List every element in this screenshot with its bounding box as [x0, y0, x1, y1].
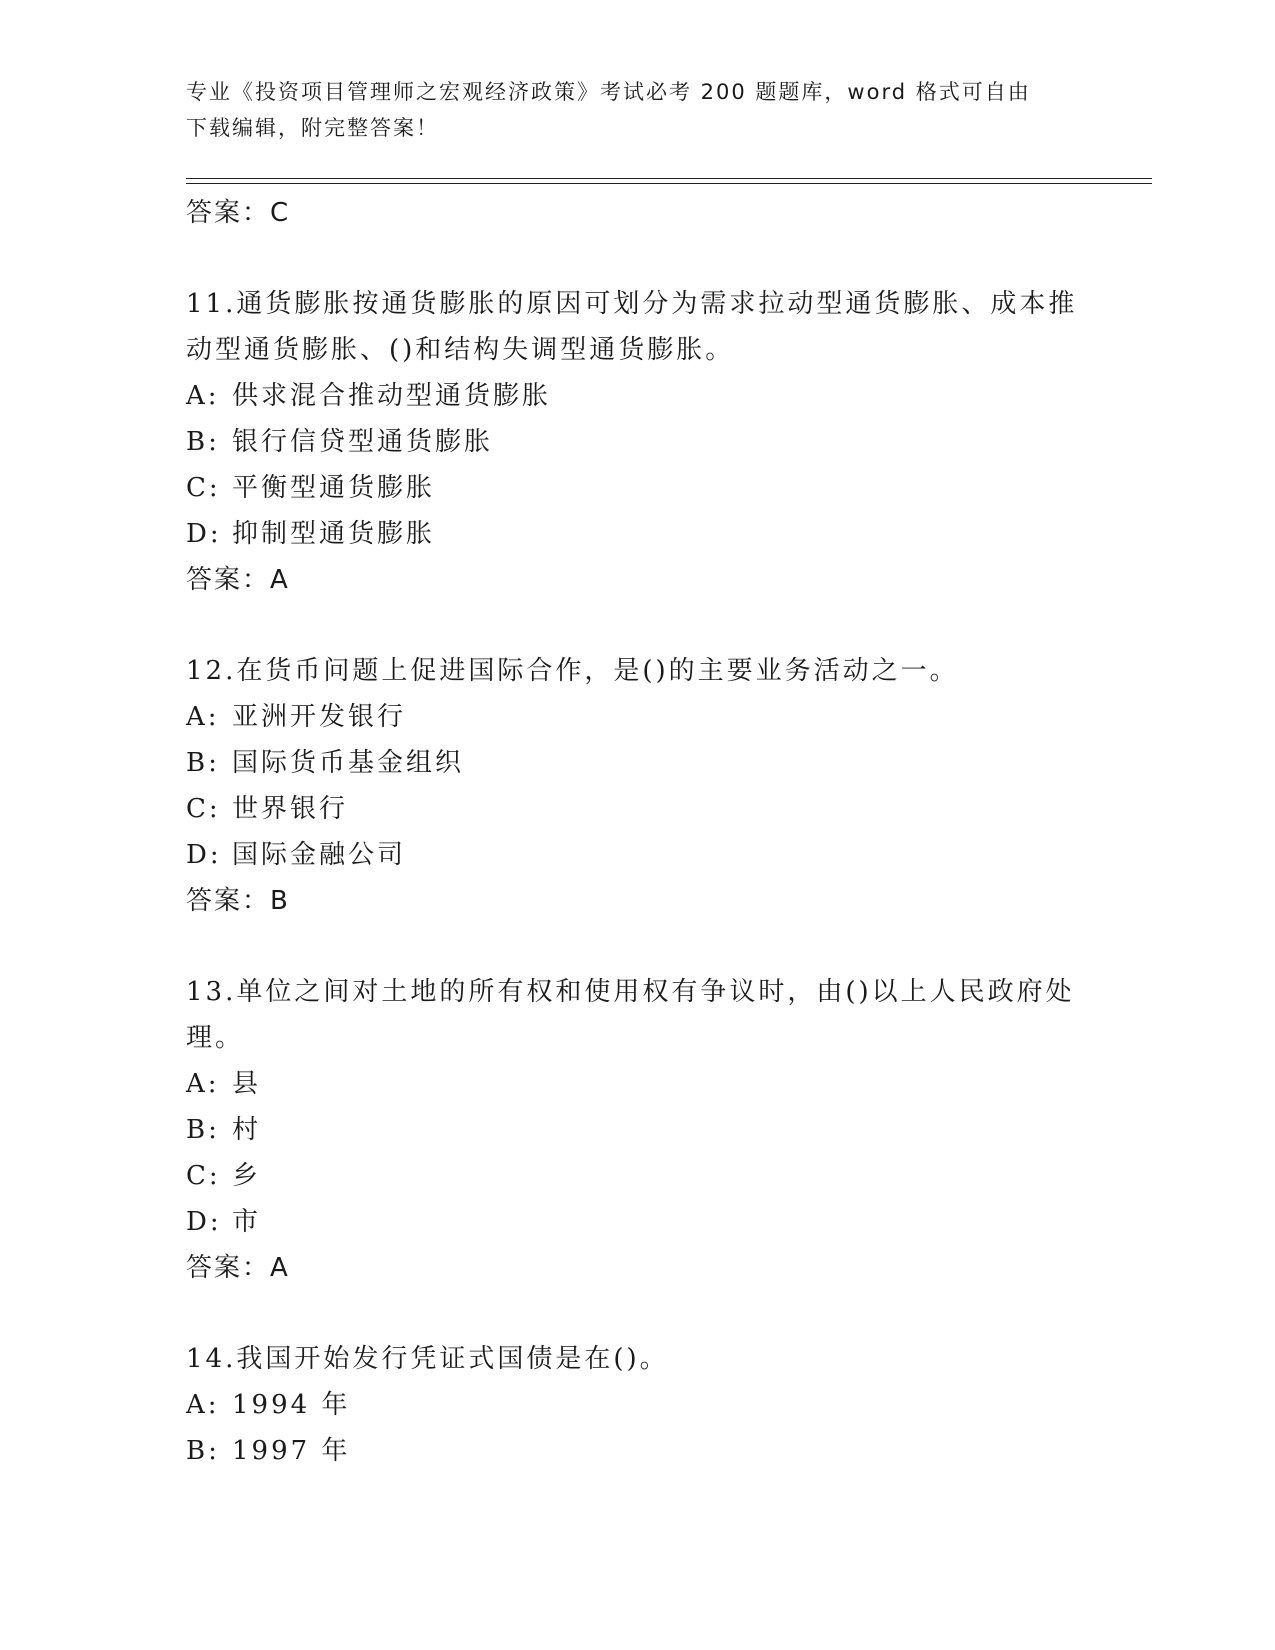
option-text: 抑制型通货膨胀: [232, 519, 436, 549]
question-13: [186, 969, 1086, 1291]
option-key: A:: [186, 1069, 220, 1099]
option-text: 1994 年: [232, 1390, 351, 1420]
previous-answer: 答案：C: [186, 198, 291, 228]
option-text: 平衡型通货膨胀: [232, 473, 436, 503]
header-line-2: 下载编辑，附完整答案！: [186, 116, 439, 140]
question-stem-line: 13.单位之间对土地的所有权和使用权有争议时，由()以上人民政府处: [186, 977, 1075, 1007]
option-key: D:: [186, 519, 222, 549]
question-11: [186, 281, 1086, 603]
option-text: 1997 年: [232, 1436, 351, 1466]
option-d: [186, 511, 1086, 557]
option-a: [186, 1061, 1086, 1107]
option-d: [186, 832, 1086, 878]
question-12: [186, 648, 1086, 924]
question-stem: [186, 1336, 1086, 1382]
option-text: 供求混合推动型通货膨胀: [232, 381, 552, 411]
option-key: D:: [186, 840, 222, 870]
header-rule-bottom: [186, 183, 1152, 184]
option-key: B:: [186, 1436, 220, 1466]
spacer: [186, 1291, 1086, 1336]
question-14: [186, 1336, 1086, 1474]
header-rule-top: [186, 178, 1152, 179]
question-stem-line: 理。: [186, 1023, 245, 1053]
question-list: [186, 190, 1086, 1474]
option-key: A:: [186, 1390, 220, 1420]
option-c: [186, 1153, 1086, 1199]
option-key: C:: [186, 1161, 221, 1191]
option-text: 市: [232, 1207, 262, 1237]
option-b: [186, 419, 1086, 465]
option-a: [186, 694, 1086, 740]
option-b: [186, 1428, 1086, 1474]
header-line-1: 专业《投资项目管理师之宏观经济政策》考试必考 200 题题库，word 格式可自由: [186, 80, 1031, 104]
option-a: [186, 1382, 1086, 1428]
option-text: 村: [232, 1115, 262, 1145]
option-a: [186, 373, 1086, 419]
option-c: [186, 465, 1086, 511]
option-text: 亚洲开发银行: [232, 702, 407, 732]
spacer: [186, 924, 1086, 969]
option-c: [186, 786, 1086, 832]
option-b: [186, 740, 1086, 786]
option-key: B:: [186, 1115, 220, 1145]
option-d: [186, 1199, 1086, 1245]
option-text: 银行信贷型通货膨胀: [232, 427, 494, 457]
answer-line: 答案：B: [186, 886, 290, 916]
option-text: 乡: [232, 1161, 262, 1191]
option-key: C:: [186, 473, 221, 503]
question-stem: [186, 648, 1086, 694]
option-key: B:: [186, 427, 220, 457]
question-stem-line: 14.我国开始发行凭证式国债是在()。: [186, 1344, 669, 1374]
question-stem: [186, 281, 1086, 373]
question-stem-line: 动型通货膨胀、()和结构失调型通货膨胀。: [186, 335, 735, 365]
answer-line: 答案：A: [186, 565, 290, 595]
page-header: [186, 74, 1066, 146]
option-text: 国际金融公司: [232, 840, 407, 870]
spacer: [186, 236, 1086, 281]
answer-line: 答案：A: [186, 1253, 290, 1283]
option-key: D:: [186, 1207, 222, 1237]
option-text: 县: [232, 1069, 262, 1099]
option-key: A:: [186, 381, 220, 411]
question-stem-line: 12.在货币问题上促进国际合作，是()的主要业务活动之一。: [186, 656, 959, 686]
option-key: A:: [186, 702, 220, 732]
option-text: 世界银行: [232, 794, 349, 824]
question-stem: [186, 969, 1086, 1061]
question-stem-line: 11.通货膨胀按通货膨胀的原因可划分为需求拉动型通货膨胀、成本推: [186, 289, 1078, 319]
option-key: B:: [186, 748, 220, 778]
spacer: [186, 603, 1086, 648]
option-b: [186, 1107, 1086, 1153]
option-key: C:: [186, 794, 221, 824]
option-text: 国际货币基金组织: [232, 748, 465, 778]
